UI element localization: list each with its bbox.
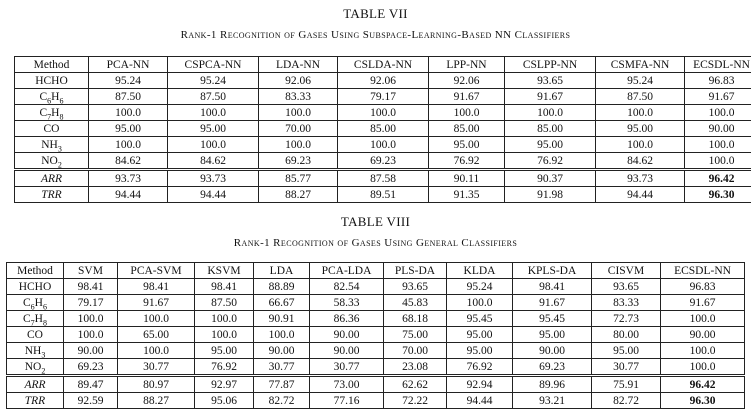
table-cell: 77.87: [254, 376, 310, 393]
table-cell: 96.30: [685, 187, 751, 203]
table-cell: 87.58: [338, 170, 429, 187]
table-cell: 90.91: [254, 311, 310, 327]
table-cell: 90.00: [254, 343, 310, 359]
table-cell: 95.24: [596, 73, 685, 89]
column-header: KPLS-DA: [513, 263, 592, 279]
table-cell: 98.41: [513, 279, 592, 295]
table-cell: 89.47: [64, 376, 118, 393]
table-cell: 92.06: [429, 73, 505, 89]
table-cell: 100.0: [685, 153, 751, 170]
table-row: [15, 137, 751, 153]
row-label: $NO_2$: [15, 153, 89, 170]
table-cell: 100.0: [429, 105, 505, 121]
table-cell: 91.35: [429, 187, 505, 203]
table-row: [7, 393, 745, 409]
table-cell: 100.0: [195, 311, 254, 327]
table-cell: 96.42: [661, 376, 745, 393]
table-cell: 95.00: [168, 121, 259, 137]
table-cell: 66.67: [254, 295, 310, 311]
table-cell: 76.92: [447, 359, 513, 376]
table-cell: 23.08: [384, 359, 447, 376]
table-cell: 87.50: [168, 89, 259, 105]
table-cell: 89.96: [513, 376, 592, 393]
table-row: [7, 376, 745, 393]
column-header: CSLPP-NN: [505, 57, 596, 73]
table-cell: 87.50: [89, 89, 168, 105]
table-cell: 58.33: [310, 295, 384, 311]
table-vii-number: TABLE VII: [0, 6, 751, 21]
column-header: LDA-NN: [259, 57, 338, 73]
row-label: HCHO: [15, 73, 89, 89]
table-cell: 100.0: [685, 105, 751, 121]
table-cell: 30.77: [592, 359, 661, 376]
table-cell: 92.97: [195, 376, 254, 393]
table-cell: 100.0: [685, 137, 751, 153]
table-cell: 90.00: [64, 343, 118, 359]
table-cell: 100.0: [338, 105, 429, 121]
table-cell: 30.77: [118, 359, 195, 376]
table-cell: 100.0: [168, 137, 259, 153]
table-cell: 100.0: [259, 137, 338, 153]
table-cell: 95.00: [592, 343, 661, 359]
table-cell: 75.91: [592, 376, 661, 393]
column-header: SVM: [64, 263, 118, 279]
column-header: CSMFA-NN: [596, 57, 685, 73]
table-cell: 98.41: [195, 279, 254, 295]
column-header: PCA-LDA: [310, 263, 384, 279]
table-cell: 77.16: [310, 393, 384, 409]
table-cell: 84.62: [89, 153, 168, 170]
table-row: [15, 121, 751, 137]
table-cell: 95.00: [447, 343, 513, 359]
column-header: CISVM: [592, 263, 661, 279]
table-cell: 91.67: [513, 295, 592, 311]
table-row: [7, 295, 745, 311]
table-cell: 95.00: [513, 327, 592, 343]
table-cell: 90.00: [310, 327, 384, 343]
table-cell: 69.23: [338, 153, 429, 170]
table-cell: 93.73: [596, 170, 685, 187]
table-row: [15, 73, 751, 89]
table-cell: 100.0: [338, 137, 429, 153]
column-header: LDA: [254, 263, 310, 279]
table-cell: 93.73: [168, 170, 259, 187]
table-cell: 94.44: [596, 187, 685, 203]
table-cell: 100.0: [195, 327, 254, 343]
table-cell: 100.0: [596, 137, 685, 153]
table-cell: 80.00: [592, 327, 661, 343]
table-row: [15, 153, 751, 170]
row-label: TRR: [15, 187, 89, 203]
table-cell: 85.00: [338, 121, 429, 137]
table-cell: 100.0: [64, 311, 118, 327]
table-cell: 30.77: [310, 359, 384, 376]
table-row: [15, 187, 751, 203]
table-cell: 86.36: [310, 311, 384, 327]
table-cell: 91.98: [505, 187, 596, 203]
table-cell: 88.89: [254, 279, 310, 295]
table-cell: 100.0: [168, 105, 259, 121]
row-label: ARR: [15, 170, 89, 187]
table-cell: 96.83: [661, 279, 745, 295]
table-cell: 82.72: [592, 393, 661, 409]
table-cell: 92.06: [259, 73, 338, 89]
table-cell: 100.0: [64, 327, 118, 343]
table-cell: 88.27: [259, 187, 338, 203]
column-header: KLDA: [447, 263, 513, 279]
table-cell: 100.0: [596, 105, 685, 121]
column-header: CSPCA-NN: [168, 57, 259, 73]
table-cell: 95.00: [596, 121, 685, 137]
table-cell: 88.27: [118, 393, 195, 409]
table-cell: 95.24: [447, 279, 513, 295]
table-vii-caption: Rank-1 Recognition of Gases Using Subspace-Learning-Based NN Classifiers: [0, 28, 751, 42]
table-row: [15, 89, 751, 105]
table-cell: 79.17: [64, 295, 118, 311]
table-cell: 100.0: [447, 295, 513, 311]
table-cell: 90.11: [429, 170, 505, 187]
table-cell: 93.21: [513, 393, 592, 409]
table-cell: 91.67: [661, 295, 745, 311]
column-header: ECSDL-NN: [661, 263, 745, 279]
table-cell: 95.45: [447, 311, 513, 327]
row-label: HCHO: [7, 279, 64, 295]
table-vii: [14, 56, 751, 203]
table-cell: 96.30: [661, 393, 745, 409]
table-cell: 100.0: [661, 311, 745, 327]
row-label: CO: [7, 327, 64, 343]
table-cell: 87.50: [596, 89, 685, 105]
table-cell: 76.92: [429, 153, 505, 170]
table-cell: 72.22: [384, 393, 447, 409]
row-label: ARR: [7, 376, 64, 393]
table-vii-header: [0, 6, 751, 42]
table-cell: 96.83: [685, 73, 751, 89]
table-viii-header: [0, 214, 751, 250]
table-row: [15, 170, 751, 187]
table-cell: 100.0: [254, 327, 310, 343]
column-header: PCA-NN: [89, 57, 168, 73]
header-row: [15, 57, 751, 73]
row-label: $NO_2$: [7, 359, 64, 376]
row-label: $C_7H_8$: [15, 105, 89, 121]
table-cell: 100.0: [259, 105, 338, 121]
table-cell: 95.00: [89, 121, 168, 137]
table-cell: 100.0: [661, 343, 745, 359]
table-cell: 82.54: [310, 279, 384, 295]
table-cell: 73.00: [310, 376, 384, 393]
row-label: $C_7H_8$: [7, 311, 64, 327]
table-cell: 95.24: [89, 73, 168, 89]
table-cell: 76.92: [505, 153, 596, 170]
table-cell: 92.06: [338, 73, 429, 89]
table-cell: 85.00: [505, 121, 596, 137]
table-cell: 91.67: [685, 89, 751, 105]
table-row: [7, 311, 745, 327]
table-cell: 98.41: [118, 279, 195, 295]
column-header: ECSDL-NN: [685, 57, 751, 73]
table-cell: 95.06: [195, 393, 254, 409]
table-viii-caption: Rank-1 Recognition of Gases Using General Classifiers: [0, 236, 751, 250]
table-cell: 95.00: [447, 327, 513, 343]
table-cell: 62.62: [384, 376, 447, 393]
table-cell: 76.92: [195, 359, 254, 376]
table-cell: 72.73: [592, 311, 661, 327]
table-cell: 100.0: [505, 105, 596, 121]
table-cell: 98.41: [64, 279, 118, 295]
table-cell: 75.00: [384, 327, 447, 343]
table-cell: 100.0: [661, 359, 745, 376]
column-header: KSVM: [195, 263, 254, 279]
table-cell: 100.0: [89, 105, 168, 121]
table-cell: 90.00: [685, 121, 751, 137]
row-label: TRR: [7, 393, 64, 409]
table-cell: 92.59: [64, 393, 118, 409]
column-header: Method: [15, 57, 89, 73]
table-cell: 69.23: [513, 359, 592, 376]
table-cell: 92.94: [447, 376, 513, 393]
table-cell: 95.00: [429, 137, 505, 153]
header-row: [7, 263, 745, 279]
table-cell: 83.33: [592, 295, 661, 311]
row-label: $C_6H_6$: [15, 89, 89, 105]
table-cell: 70.00: [259, 121, 338, 137]
row-label: $NH_3$: [15, 137, 89, 153]
table-cell: 91.67: [429, 89, 505, 105]
table-cell: 84.62: [168, 153, 259, 170]
row-label: $NH_3$: [7, 343, 64, 359]
row-label: CO: [15, 121, 89, 137]
table-cell: 82.72: [254, 393, 310, 409]
table-cell: 95.24: [168, 73, 259, 89]
table-cell: 93.65: [384, 279, 447, 295]
table-cell: 94.44: [447, 393, 513, 409]
table-cell: 87.50: [195, 295, 254, 311]
table-cell: 93.65: [592, 279, 661, 295]
table-cell: 95.00: [505, 137, 596, 153]
table-viii-number: TABLE VIII: [0, 214, 751, 229]
table-cell: 70.00: [384, 343, 447, 359]
table-cell: 89.51: [338, 187, 429, 203]
table-cell: 69.23: [64, 359, 118, 376]
table-viii: [6, 262, 745, 409]
table-row: [7, 343, 745, 359]
table-row: [7, 327, 745, 343]
table-cell: 45.83: [384, 295, 447, 311]
column-header: PCA-SVM: [118, 263, 195, 279]
table-cell: 69.23: [259, 153, 338, 170]
table-cell: 65.00: [118, 327, 195, 343]
table-cell: 83.33: [259, 89, 338, 105]
table-cell: 93.65: [505, 73, 596, 89]
table-cell: 79.17: [338, 89, 429, 105]
table-cell: 90.00: [661, 327, 745, 343]
row-label: $C_6H_6$: [7, 295, 64, 311]
column-header: CSLDA-NN: [338, 57, 429, 73]
table-cell: 90.00: [310, 343, 384, 359]
table-cell: 93.73: [89, 170, 168, 187]
table-cell: 94.44: [168, 187, 259, 203]
table-cell: 84.62: [596, 153, 685, 170]
table-cell: 80.97: [118, 376, 195, 393]
table-cell: 91.67: [505, 89, 596, 105]
table-cell: 85.00: [429, 121, 505, 137]
table-row: [7, 279, 745, 295]
column-header: LPP-NN: [429, 57, 505, 73]
table-cell: 68.18: [384, 311, 447, 327]
table-cell: 90.00: [513, 343, 592, 359]
column-header: PLS-DA: [384, 263, 447, 279]
table-cell: 95.00: [195, 343, 254, 359]
table-cell: 100.0: [89, 137, 168, 153]
table-cell: 91.67: [118, 295, 195, 311]
table-cell: 100.0: [118, 343, 195, 359]
table-cell: 90.37: [505, 170, 596, 187]
table-cell: 85.77: [259, 170, 338, 187]
column-header: Method: [7, 263, 64, 279]
table-row: [7, 359, 745, 376]
table-cell: 94.44: [89, 187, 168, 203]
table-cell: 96.42: [685, 170, 751, 187]
table-cell: 30.77: [254, 359, 310, 376]
table-cell: 100.0: [118, 311, 195, 327]
table-row: [15, 105, 751, 121]
table-cell: 95.45: [513, 311, 592, 327]
